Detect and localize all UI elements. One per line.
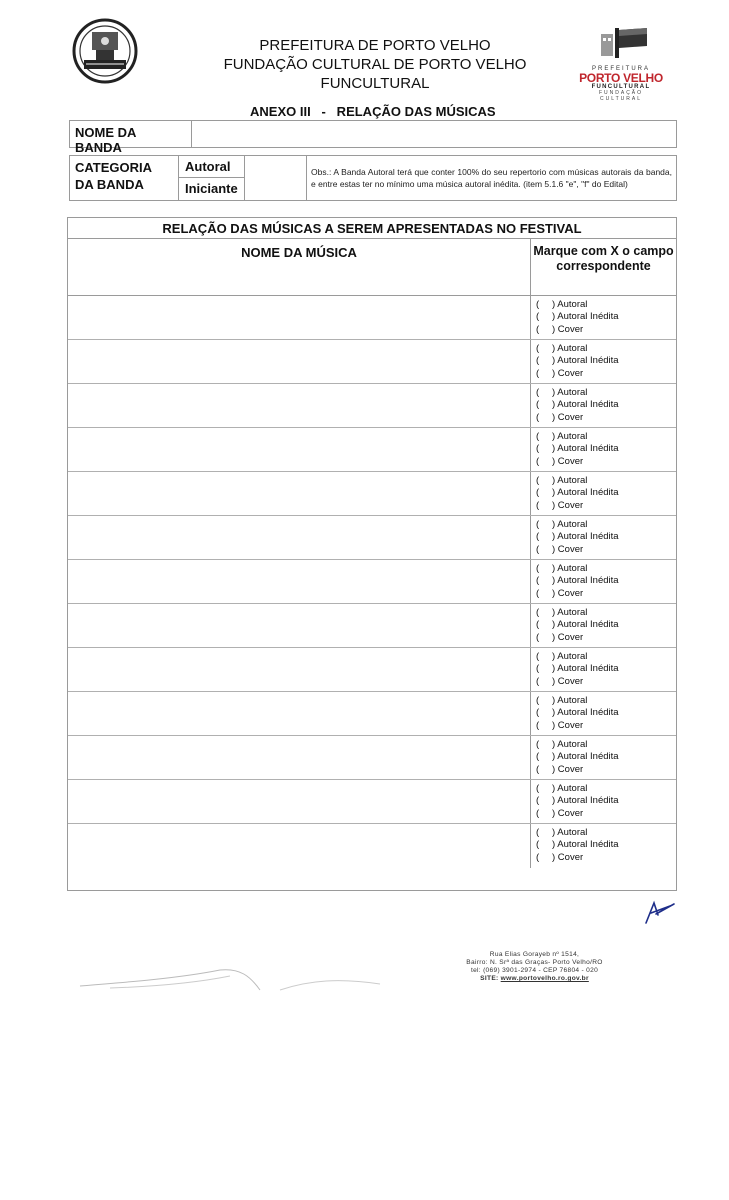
song-type-option[interactable] (536, 431, 619, 443)
checkbox-paren: ( (536, 827, 540, 838)
song-type-options (536, 475, 619, 512)
song-row (68, 736, 676, 780)
song-type-option-label: ) Autoral (552, 695, 588, 706)
song-type-option[interactable] (536, 619, 619, 631)
band-category-label-line2: DA BANDA (75, 177, 144, 192)
checkbox-paren: ( (536, 751, 540, 763)
song-type-option[interactable] (536, 663, 619, 675)
song-type-option[interactable] (536, 632, 619, 644)
song-type-options (536, 739, 619, 776)
song-type-option[interactable] (536, 399, 619, 411)
song-type-option-label: ) Cover (552, 411, 584, 423)
song-row (68, 648, 676, 692)
footer-phone: tel: (069) 3901-2974 - CEP 76804 - 020 (470, 967, 599, 974)
song-type-option[interactable] (536, 720, 619, 732)
footer-address: Rua Elias Gorayeb nº 1514, (489, 951, 580, 958)
footer-site (442, 975, 627, 983)
checkbox-paren: ( (536, 355, 540, 367)
song-row (68, 296, 676, 340)
logo-prefeitura-text: PREFEITURA (591, 66, 650, 72)
footer-site-label: SITE: (480, 975, 499, 982)
mark-column-header-line1: Marque com X o campo (533, 244, 674, 258)
song-type-option-label: ) Autoral (552, 431, 588, 442)
song-type-option[interactable] (536, 676, 619, 688)
checkbox-paren: ( (536, 851, 540, 863)
song-name-field[interactable] (68, 780, 531, 823)
checkbox-paren: ( (536, 663, 540, 675)
song-type-option-label: ) Cover (552, 587, 584, 599)
checkbox-paren: ( (536, 487, 540, 499)
song-name-field[interactable] (68, 560, 531, 603)
song-type-option[interactable] (536, 607, 619, 619)
checkbox-paren: ( (536, 543, 540, 555)
song-type-option[interactable] (536, 795, 619, 807)
song-type-option[interactable] (536, 487, 619, 499)
song-type-option[interactable] (536, 588, 619, 600)
checkbox-paren: ( (536, 575, 540, 587)
song-name-field[interactable] (68, 692, 531, 735)
song-row (68, 780, 676, 824)
song-name-field[interactable] (68, 736, 531, 779)
song-type-options (536, 651, 619, 688)
band-category-row (69, 155, 677, 201)
song-type-option[interactable] (536, 519, 619, 531)
song-type-option[interactable] (536, 783, 619, 795)
band-name-row (69, 120, 677, 155)
checkbox-paren: ( (536, 499, 540, 511)
song-type-option-label: ) Cover (552, 367, 584, 379)
song-type-options (536, 783, 619, 820)
song-type-option[interactable] (536, 839, 619, 851)
mark-column-header-line2: correspondente (556, 259, 651, 273)
song-type-option-label: ) Cover (552, 455, 584, 467)
city-seal-logo (72, 18, 138, 84)
songs-table (67, 217, 677, 891)
checkbox-paren: ( (536, 839, 540, 851)
footer-district: Bairro: N. Srª das Graças- Porto Velho/RO (466, 959, 603, 966)
song-type-option[interactable] (536, 575, 619, 587)
song-name-field[interactable] (68, 516, 531, 559)
song-type-option-label: ) Cover (552, 543, 584, 555)
checkbox-paren: ( (536, 619, 540, 631)
song-type-option[interactable] (536, 355, 619, 367)
song-type-option-label: ) Autoral Inédita (552, 487, 619, 499)
song-type-option[interactable] (536, 500, 619, 512)
logo-fundacao-text: FUNDAÇÃO (598, 90, 644, 96)
song-type-option-label: ) Autoral Inédita (552, 839, 619, 851)
song-row (68, 516, 676, 560)
song-type-options (536, 387, 619, 424)
checkbox-paren: ( (536, 807, 540, 819)
checkbox-paren: ( (536, 299, 540, 310)
category-option-iniciante: Iniciante (179, 178, 245, 201)
song-name-field[interactable] (68, 340, 531, 383)
signature-initial (640, 898, 680, 926)
song-type-option[interactable] (536, 808, 619, 820)
song-row (68, 428, 676, 472)
song-type-option-label: ) Cover (552, 631, 584, 643)
song-type-option[interactable] (536, 739, 619, 751)
song-type-option-label: ) Cover (552, 719, 584, 731)
song-name-field[interactable] (68, 428, 531, 471)
footer-address-block (442, 951, 627, 983)
song-type-option[interactable] (536, 651, 619, 663)
song-row (68, 604, 676, 648)
song-type-option[interactable] (536, 311, 619, 323)
category-observation: Obs.: A Banda Autoral terá que conter 100% do seu repertorio com músicas autorais da banda, e entre estas ter no mínimo uma música autoral inédita. (item 5.1.6 "e", "f" do Edital) (311, 167, 672, 189)
annex-title: ANEXO III - RELAÇÃO DAS MÚSICAS (250, 104, 496, 119)
checkbox-paren: ( (536, 323, 540, 335)
song-type-option-label: ) Cover (552, 323, 584, 335)
checkbox-paren: ( (536, 443, 540, 455)
song-row (68, 560, 676, 604)
header-titles (180, 36, 570, 93)
checkbox-paren: ( (536, 695, 540, 706)
checkbox-paren: ( (536, 475, 540, 486)
checkbox-paren: ( (536, 387, 540, 398)
song-type-option[interactable] (536, 324, 619, 336)
song-type-option-label: ) Autoral (552, 299, 588, 310)
song-type-option-label: ) Autoral Inédita (552, 311, 619, 323)
song-type-option[interactable] (536, 387, 619, 399)
song-type-option[interactable] (536, 563, 619, 575)
header-title-fundacao: FUNDAÇÃO CULTURAL DE PORTO VELHO (223, 56, 527, 73)
checkbox-paren: ( (536, 367, 540, 379)
song-type-option[interactable] (536, 531, 619, 543)
song-type-option[interactable] (536, 544, 619, 556)
song-type-option-label: ) Autoral (552, 519, 588, 530)
song-type-option-label: ) Autoral (552, 343, 588, 354)
song-name-field[interactable] (68, 472, 531, 515)
checkbox-paren: ( (536, 707, 540, 719)
song-type-option-label: ) Cover (552, 499, 584, 511)
song-type-option-label: ) Autoral (552, 607, 588, 618)
song-type-option-label: ) Autoral Inédita (552, 663, 619, 675)
checkbox-paren: ( (536, 519, 540, 530)
band-category-label (70, 156, 179, 200)
song-name-field[interactable] (68, 604, 531, 647)
checkbox-paren: ( (536, 783, 540, 794)
song-row (68, 340, 676, 384)
song-type-option-label: ) Autoral Inédita (552, 399, 619, 411)
song-type-options (536, 519, 619, 556)
checkbox-paren: ( (536, 311, 540, 323)
song-type-option[interactable] (536, 368, 619, 380)
songs-table-title: RELAÇÃO DAS MÚSICAS A SEREM APRESENTADAS NO FESTIVAL (68, 218, 676, 239)
song-type-option-label: ) Autoral (552, 563, 588, 574)
song-type-options (536, 695, 619, 732)
song-type-option-label: ) Autoral Inédita (552, 795, 619, 807)
song-type-option-label: ) Autoral (552, 783, 588, 794)
song-name-field[interactable] (68, 296, 531, 339)
song-type-option[interactable] (536, 707, 619, 719)
song-type-option[interactable] (536, 827, 619, 839)
logo-cultural-text: CULTURAL (599, 96, 643, 102)
song-type-option[interactable] (536, 475, 619, 487)
song-type-options (536, 827, 619, 864)
checkbox-paren: ( (536, 343, 540, 354)
song-type-options (536, 607, 619, 644)
song-type-option-label: ) Autoral (552, 387, 588, 398)
song-type-option-label: ) Autoral (552, 827, 588, 838)
song-type-option-label: ) Autoral Inédita (552, 531, 619, 543)
song-type-options (536, 563, 619, 600)
checkbox-paren: ( (536, 455, 540, 467)
song-type-option[interactable] (536, 299, 619, 311)
song-type-option-label: ) Autoral Inédita (552, 443, 619, 455)
song-type-options (536, 431, 619, 468)
footer-site-link[interactable]: www.portovelho.ro.gov.br (500, 975, 589, 982)
song-type-option[interactable] (536, 764, 619, 776)
song-type-option-label: ) Cover (552, 807, 584, 819)
song-row (68, 692, 676, 736)
funcultural-logo (576, 26, 666, 106)
category-mark-box[interactable] (245, 156, 307, 200)
checkbox-paren: ( (536, 587, 540, 599)
song-row (68, 824, 676, 868)
song-name-field[interactable] (68, 824, 531, 868)
song-type-option-label: ) Autoral (552, 739, 588, 750)
song-type-option-label: ) Autoral Inédita (552, 619, 619, 631)
band-name-field[interactable] (192, 121, 676, 147)
song-row (68, 384, 676, 428)
logo-porto-velho-text: PORTO VELHO (579, 71, 663, 85)
flag-icon (593, 26, 649, 60)
song-type-option-label: ) Autoral Inédita (552, 707, 619, 719)
song-type-option[interactable] (536, 412, 619, 424)
checkbox-paren: ( (536, 607, 540, 618)
song-type-option-label: ) Autoral (552, 475, 588, 486)
song-name-field[interactable] (68, 384, 531, 427)
checkbox-paren: ( (536, 795, 540, 807)
checkbox-paren: ( (536, 399, 540, 411)
song-type-option-label: ) Cover (552, 763, 584, 775)
checkbox-paren: ( (536, 531, 540, 543)
header-title-prefeitura: PREFEITURA DE PORTO VELHO (259, 37, 491, 54)
checkbox-paren: ( (536, 411, 540, 423)
song-type-option[interactable] (536, 695, 619, 707)
category-option-autoral: Autoral (179, 156, 245, 178)
checkbox-paren: ( (536, 763, 540, 775)
song-name-column-header: NOME DA MÚSICA (68, 239, 531, 296)
checkbox-paren: ( (536, 431, 540, 442)
checkbox-paren: ( (536, 739, 540, 750)
song-type-option[interactable] (536, 443, 619, 455)
song-name-field[interactable] (68, 648, 531, 691)
checkbox-paren: ( (536, 675, 540, 687)
footer-decorative-lines (70, 960, 390, 992)
band-category-label-line1: CATEGORIA (75, 160, 153, 175)
band-name-label: NOME DA BANDA (70, 121, 192, 147)
logo-funcultural-text: FUNCULTURAL (591, 84, 651, 90)
song-type-option[interactable] (536, 852, 619, 864)
song-type-option-label: ) Autoral (552, 651, 588, 662)
song-type-options (536, 299, 619, 336)
checkbox-paren: ( (536, 719, 540, 731)
song-type-option-label: ) Cover (552, 851, 584, 863)
song-type-option-label: ) Autoral Inédita (552, 751, 619, 763)
song-type-option[interactable] (536, 343, 619, 355)
song-type-option[interactable] (536, 751, 619, 763)
header-title-funcultural: FUNCULTURAL (320, 75, 430, 92)
song-rows (68, 282, 676, 890)
checkbox-paren: ( (536, 631, 540, 643)
checkbox-paren: ( (536, 563, 540, 574)
song-type-option-label: ) Autoral Inédita (552, 355, 619, 367)
song-type-option-label: ) Autoral Inédita (552, 575, 619, 587)
song-type-options (536, 343, 619, 380)
checkbox-paren: ( (536, 651, 540, 662)
song-type-option-label: ) Cover (552, 675, 584, 687)
song-row (68, 472, 676, 516)
song-type-option[interactable] (536, 456, 619, 468)
